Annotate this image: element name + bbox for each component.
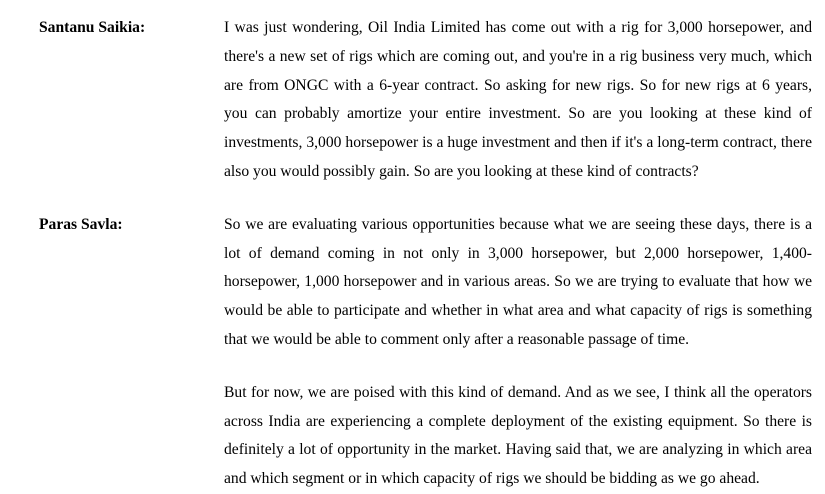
- transcript-entry: [0, 0, 825, 187]
- speaker-name: Paras Savla:: [39, 215, 123, 233]
- paragraph: So we are evaluating various opportunities because what we are seeing these days, there is a lot of demand coming in not only in 3,000 horsepower, but 2,000 horsepower, 1,400-horsepower, 1,000 horsepower and in various areas. So we are trying to evaluate that how we would be able to participate and whether in what area and what capacity of rigs is something that we would be able to comment only after a reasonable passage of time.: [224, 215, 812, 348]
- paragraph: But for now, we are poised with this kind of demand. And as we see, I think all the operators across India are experiencing a complete deployment of the existing equipment. So there is definitely a lot of opportunity in the market. Having said that, we are analyzing in which area and which segment or in which capacity of rigs we should be bidding as we go ahead.: [224, 383, 812, 488]
- speaker-remarks: [224, 14, 812, 187]
- paragraph: I was just wondering, Oil India Limited has come out with a rig for 3,000 horsepower, and there's a new set of rigs which are coming out, and you're in a rig business very much, which are from ONGC with a 6-year contract. So asking for new rigs. So for new rigs at 6 years, you can probably amortize your entire investment. So are you looking at these kind of investments, 3,000 horsepower is a huge investment and then if it's a long-term contract, there also you would possibly gain. So are you looking at these kind of contracts?: [224, 19, 812, 180]
- speaker-name: Santanu Saikia:: [39, 19, 146, 36]
- transcript-entry: [0, 187, 825, 494]
- speaker-remarks: [224, 211, 812, 494]
